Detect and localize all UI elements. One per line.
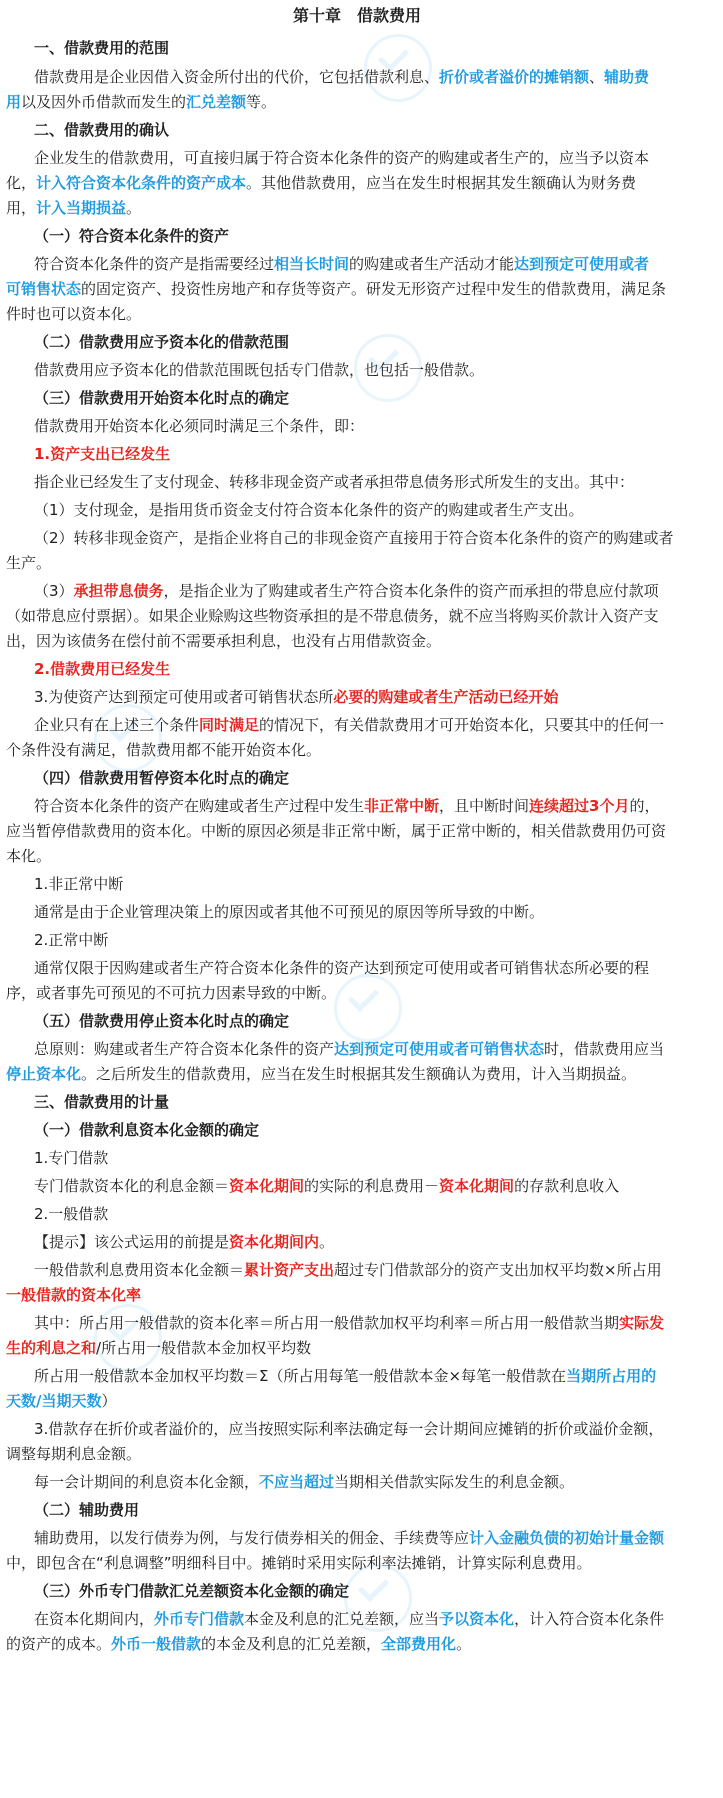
- paragraph-line: 企业发生的借款费用，可直接归属于符合资本化条件的资产的购建或者生产的，应当予以资本: [34, 149, 650, 167]
- section-heading: 一、借款费用的范围: [34, 39, 170, 57]
- paragraph-line: 企业只有在上述三个条件同时满足的情况下，有关借款费用才可开始资本化，只要其中的任何一: [34, 716, 665, 734]
- paragraph-line: 化，计入符合资本化条件的资产成本。其他借款费用，应当在发生时根据其发生额确认为财务费: [6, 174, 637, 192]
- paragraph-line: （如带息应付票据）。如果企业赊购这些物资承担的是不带息债务，就不应当将购买价款计入资产支: [6, 607, 659, 625]
- subsection-heading: （一）符合资本化条件的资产: [34, 227, 230, 245]
- subsection-heading: （一）借款利息资本化金额的确定: [34, 1121, 260, 1139]
- list-item-heading: 1.非正常中断: [34, 875, 124, 893]
- paragraph-line: 可销售状态的固定资产、投资性房地产和存货等资产。研发无形资产过程中发生的借款费用，满足条: [6, 280, 667, 298]
- paragraph-line: 的资产的成本。外币一般借款的本金及利息的汇兑差额，全部费用化。: [6, 1635, 472, 1653]
- paragraph-line: 中，即包含在“利息调整”明细科目中。摊销时采用实际利率法摊销，计算实际利息费用。: [6, 1554, 592, 1572]
- paragraph-line: 在资本化期间内，外币专门借款本金及利息的汇兑差额，应当予以资本化，计入符合资本化条件: [34, 1610, 665, 1628]
- section-heading: 三、借款费用的计量: [34, 1093, 170, 1111]
- paragraph-line: 用以及因外币借款而发生的汇兑差额等。: [6, 93, 277, 111]
- subsection-heading: （四）借款费用暂停资本化时点的确定: [34, 769, 290, 787]
- paragraph-line: 个条件没有满足，借款费用都不能开始资本化。: [6, 741, 322, 759]
- formula-line: 生的利息之和/所占用一般借款本金加权平均数: [6, 1339, 312, 1357]
- paragraph-line: 总原则：购建或者生产符合资本化条件的资产达到预定可使用或者可销售状态时，借款费用应当: [34, 1040, 665, 1058]
- list-item-heading: 2.正常中断: [34, 931, 109, 949]
- condition-heading: 1.资产支出已经发生: [34, 445, 171, 463]
- paragraph-line: 借款费用开始资本化必须同时满足三个条件，即：: [34, 417, 365, 435]
- watermark-check-circle-icon: [350, 330, 440, 480]
- paragraph-line: 每一会计期间的利息资本化金额，不应当超过当期相关借款实际发生的利息金额。: [34, 1473, 575, 1491]
- paragraph-line: 本化。: [6, 847, 52, 865]
- formula-line: 所占用一般借款本金加权平均数＝Σ（所占用每笔一般借款本金×每笔一般借款在当期所占用的: [34, 1367, 657, 1385]
- subsection-heading: （三）借款费用开始资本化时点的确定: [34, 389, 290, 407]
- paragraph-line: （2）转移非现金资产，是指企业将自己的非现金资产直接用于符合资本化条件的资产的购建或者: [34, 529, 674, 547]
- paragraph-line: 指企业已经发生了支付现金、转移非现金资产或者承担带息债务形式所发生的支出。其中：: [34, 473, 635, 491]
- paragraph-line: 3.借款存在折价或者溢价的，应当按照实际利率法确定每一会计期间应摊销的折价或溢价金额，: [34, 1420, 664, 1438]
- section-heading: 二、借款费用的确认: [34, 121, 170, 139]
- paragraph-line: 通常是由于企业管理决策上的原因或者其他不可预见的原因等所导致的中断。: [34, 903, 545, 921]
- formula-line: 天数/当期天数）: [6, 1392, 117, 1410]
- paragraph-line: 用，计入当期损益。: [6, 199, 142, 217]
- paragraph-line: 借款费用应予资本化的借款范围既包括专门借款，也包括一般借款。: [34, 361, 485, 379]
- paragraph-line: 调整每期利息金额。: [6, 1445, 142, 1463]
- condition-heading: 2.借款费用已经发生: [34, 660, 171, 678]
- subsection-heading: （五）借款费用停止资本化时点的确定: [34, 1012, 290, 1030]
- list-item-heading: 2.一般借款: [34, 1205, 109, 1223]
- paragraph-line: 件时也可以资本化。: [6, 305, 142, 323]
- formula-line: 其中：所占用一般借款的资本化率＝所占用一般借款加权平均利率＝所占用一般借款当期实际发: [34, 1314, 665, 1332]
- condition-heading: 3.为使资产达到预定可使用或者可销售状态所必要的购建或者生产活动已经开始: [34, 688, 559, 706]
- paragraph-line: 停止资本化。之后所发生的借款费用，应当在发生时根据其发生额确认为费用，计入当期损益。: [6, 1065, 637, 1083]
- list-item-heading: 1.专门借款: [34, 1149, 109, 1167]
- paragraph-line: 生产。: [6, 554, 52, 572]
- formula-line: 专门借款资本化的利息金额＝资本化期间的实际的利息费用－资本化期间的存款利息收入: [34, 1177, 620, 1195]
- paragraph-line: 出，因为该债务在偿付前不需要承担利息，也没有占用借款资金。: [6, 632, 442, 650]
- paragraph-line: 应当暂停借款费用的资本化。中断的原因必须是非正常中断，属于正常中断的，相关借款费用仍可资: [6, 822, 667, 840]
- paragraph-line: 符合资本化条件的资产在购建或者生产过程中发生非正常中断，且中断时间连续超过3个月的，: [34, 797, 660, 815]
- paragraph-line: （1）支付现金，是指用货币资金支付符合资本化条件的资产的购建或者生产支出。: [34, 501, 584, 519]
- formula-line: 一般借款的资本化率: [6, 1286, 142, 1304]
- chapter-title: 第十章 借款费用: [293, 6, 422, 25]
- paragraph-line: 借款费用是企业因借入资金所付出的代价，它包括借款利息、折价或者溢价的摊销额、辅助费: [34, 68, 650, 86]
- formula-line: 一般借款利息费用资本化金额＝累计资产支出超过专门借款部分的资产支出加权平均数×所占用: [34, 1261, 662, 1279]
- paragraph-line: 辅助费用，以发行债券为例，与发行债券相关的佣金、手续费等应计入金融负债的初始计量金额: [34, 1529, 665, 1547]
- subsection-heading: （二）辅助费用: [34, 1501, 140, 1519]
- paragraph-line: 序，或者事先可预见的不可抗力因素导致的中断。: [6, 984, 337, 1002]
- subsection-heading: （三）外币专门借款汇兑差额资本化金额的确定: [34, 1582, 350, 1600]
- paragraph-line: 通常仅限于因购建或者生产符合资本化条件的资产达到预定可使用或者可销售状态所必要的程: [34, 959, 650, 977]
- tip-line: 【提示】该公式运用的前提是资本化期间内。: [34, 1233, 335, 1251]
- subsection-heading: （二）借款费用应予资本化的借款范围: [34, 333, 290, 351]
- paragraph-line: 符合资本化条件的资产是指需要经过相当长时间的购建或者生产活动才能达到预定可使用或者: [34, 255, 650, 273]
- paragraph-line: （3）承担带息债务，是指企业为了购建或者生产符合资本化条件的资产而承担的带息应付款项: [34, 582, 659, 600]
